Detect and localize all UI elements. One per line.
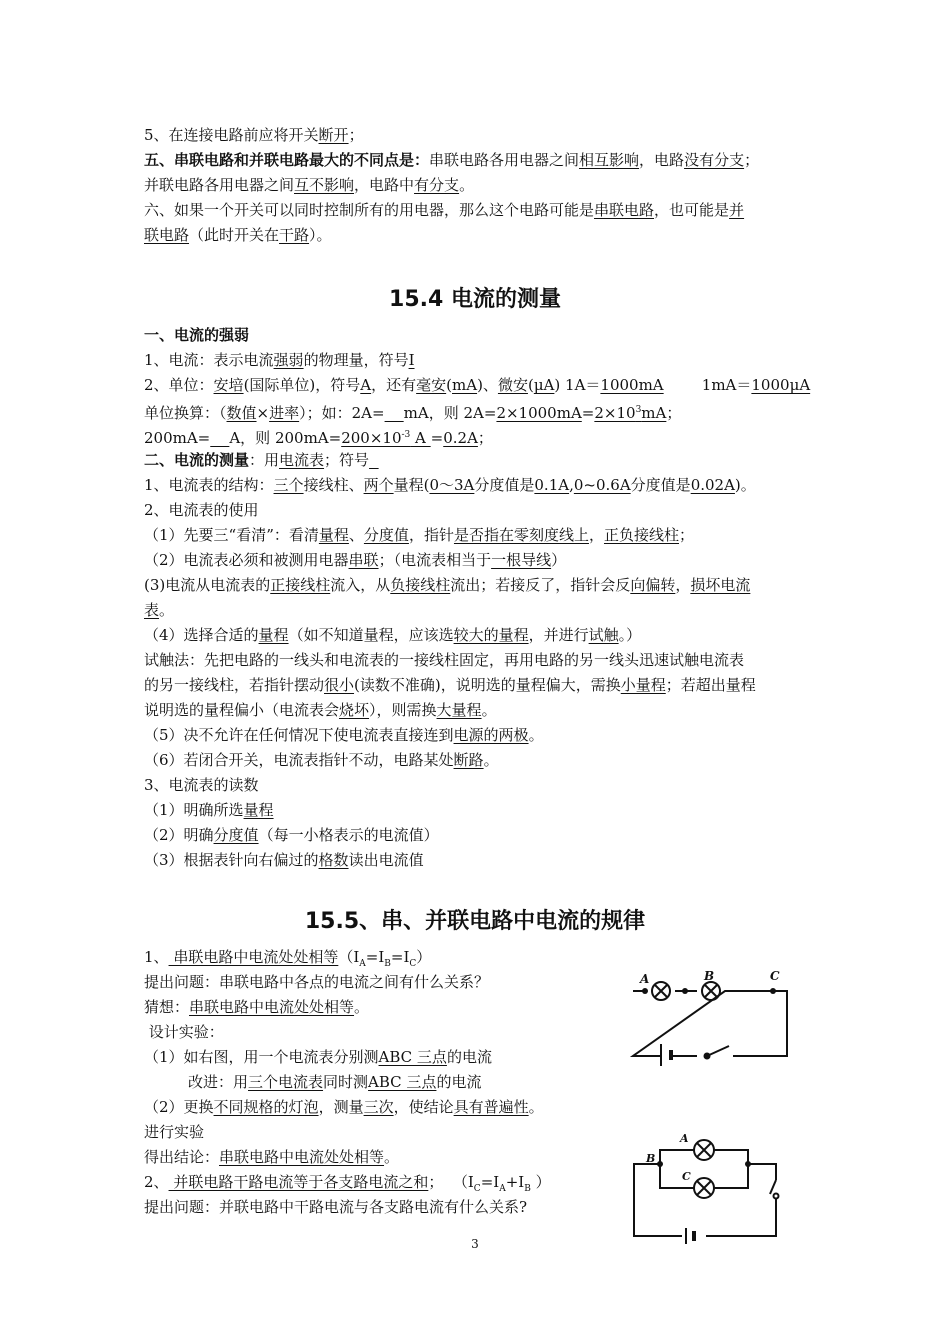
text-line: 猜想：串联电路中电流处处相等。: [144, 998, 370, 1016]
node-label-c: C: [770, 969, 780, 983]
text-line: 2、电流表的使用: [144, 501, 259, 519]
text-line: 2、 并联电路干路电流等于各支路电流之和； （$I_C=I_A+I_B$ ）: [144, 1173, 551, 1194]
text-line: 得出结论：串联电路中电流处处相等。: [144, 1148, 400, 1166]
text-line: （2）明确分度值（每一小格表示的电流值）: [144, 826, 439, 844]
node-label-a: A: [640, 972, 650, 986]
text-line: （5）决不允许在任何情况下使电流表直接连到电源的两极。: [144, 726, 544, 744]
text-line: 1、 串联电路中电流处处相等$(I_A=I_B=I_C)$: [144, 948, 432, 969]
page-number: 3: [471, 1237, 479, 1251]
text-line: 3、电流表的读数: [144, 776, 259, 794]
text-line: 2、单位：安培(国际单位)，符号A，还有毫安(mA)、微安(μA) 1A＝1000mA 1mA＝1000μA: [144, 376, 811, 394]
text-line: 五、串联电路和并联电路最大的不同点是：串联电路各用电器之间相互影响，电路没有分支；: [144, 151, 760, 169]
text-line: 200mA= A，则 $200mA=200\times 10^{-3}$ A =0.2A；: [144, 429, 493, 447]
text-line: 提出问题：并联电路中干路电流与各支路电流有什么关系?: [144, 1198, 528, 1216]
text-line: 并联电路各用电器之间互不影响，电路中有分支。: [144, 176, 475, 194]
text-line: 进行实验: [144, 1123, 205, 1141]
text-line: （1）明确所选量程: [144, 801, 274, 819]
text-line: 的另一接线柱，若指针摆动很小(读数不准确)，说明选的量程偏大，需换小量程；若超出量程: [144, 676, 756, 694]
text-line: 提出问题：串联电路中各点的电流之间有什么关系？: [144, 973, 490, 991]
text-line: （2）电流表必须和被测用电器串联；（电流表相当于一根导线）: [144, 551, 567, 569]
text-line: （6）若闭合开关，电流表指针不动，电路某处断路。: [144, 751, 499, 769]
text-line: 1、电流表的结构：三个接线柱、两个量程(0～3A分度值是0.1A,0~0.6A分度值是0.02A)。: [144, 476, 756, 494]
node-label-b: B: [704, 969, 715, 983]
text-line: 5、在连接电路前应将开关断开；: [144, 126, 364, 144]
node-label-a: A: [680, 1132, 689, 1145]
section-heading-15-5: 15.5、串、并联电路中电流的规律: [304, 909, 646, 934]
text-line: 二、电流的测量：用电流表；符号: [144, 451, 370, 469]
text-line: 改进：用三个电流表同时测ABC 三点的电流: [188, 1073, 482, 1091]
parallel-circuit-diagram: [624, 1130, 794, 1248]
node-label-b: B: [646, 1152, 656, 1165]
text-line: 1、电流：表示电流强弱的物理量，符号I: [144, 351, 415, 369]
section-heading-15-4: 15.4 电流的测量: [389, 287, 561, 312]
text-line: （1）如右图，用一个电流表分别测ABC 三点的电流: [144, 1048, 492, 1066]
text-line: 单位换算：（数值×进率）；如：2A= mA，则 $2A=2\times 1000mA=2\times 10^3mA$；: [144, 404, 682, 422]
text-line: 说明选的量程偏小（电流表会烧坏），则需换大量程。: [144, 701, 497, 719]
text-line: 联电路（此时开关在干路）。: [144, 226, 332, 244]
text-line: 试触法：先把电路的一线头和电流表的一接线柱固定，再用电路的另一线头迅速试触电流表: [144, 651, 745, 669]
text-line: 表。: [144, 601, 175, 619]
text-line: （1）先要三“看清”：看清量程、分度值，指针是否指在零刻度线上，正负接线柱；: [144, 526, 695, 544]
text-line: 设计实验：: [144, 1023, 224, 1041]
text-line: （2）更换不同规格的灯泡，测量三次，使结论具有普遍性。: [144, 1098, 544, 1116]
text-line: 六、如果一个开关可以同时控制所有的用电器，那么这个电路可能是串联电路，也可能是并: [144, 201, 745, 219]
text-line: （4）选择合适的量程（如不知道量程，应该选较大的量程，并进行试触。）: [144, 626, 642, 644]
text-line: （3）根据表针向右偏过的格数读出电流值: [144, 851, 424, 869]
text-line: (3)电流从电流表的正接线柱流入，从负接线柱流出；若接反了，指针会反向偏转，损坏电流: [144, 576, 751, 594]
node-label-c: C: [682, 1170, 691, 1183]
subheading: 一、电流的强弱: [144, 326, 250, 344]
series-circuit-diagram: [625, 966, 795, 1066]
